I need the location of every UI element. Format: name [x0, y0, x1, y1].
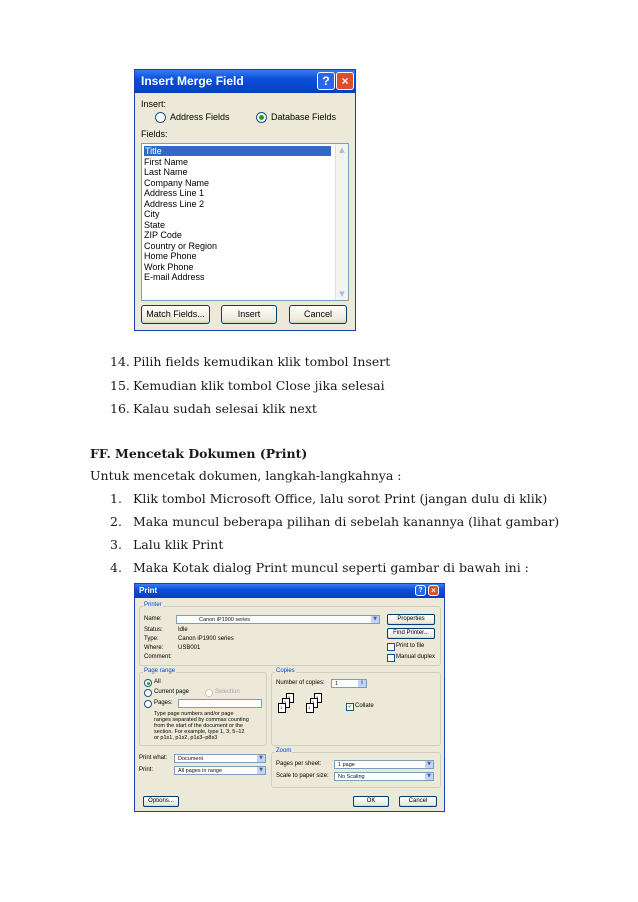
- collate-pages-icon: [276, 693, 326, 733]
- fields-label: Fields:: [141, 129, 168, 139]
- copies-spinner[interactable]: [331, 679, 367, 688]
- copies-group-label: Copies: [276, 668, 295, 674]
- range-help-line: section. For example, type 1, 3, 5–12: [154, 729, 245, 735]
- list-item[interactable]: Address Line 2: [144, 198, 205, 209]
- page-range-label: Page range: [144, 668, 176, 674]
- close-icon[interactable]: ×: [428, 585, 439, 596]
- range-selection-radio[interactable]: [205, 689, 213, 697]
- print-pages-select[interactable]: [174, 766, 266, 775]
- status-value: Idle: [178, 627, 188, 633]
- insert-label: Insert:: [141, 99, 167, 109]
- range-help-line: Type page numbers and/or page: [154, 711, 234, 717]
- copies-label: Number of copies:: [276, 680, 325, 686]
- step-text: Pilih fields kemudikan klik tombol Insert: [133, 354, 391, 369]
- list-item[interactable]: ZIP Code: [144, 230, 182, 240]
- comment-label: Comment:: [144, 654, 172, 660]
- chevron-down-icon[interactable]: ▼: [425, 761, 433, 768]
- list-item[interactable]: Title: [144, 146, 331, 156]
- copies-value: 1: [335, 681, 339, 687]
- scale-select[interactable]: [334, 772, 434, 781]
- properties-button[interactable]: Properties: [387, 614, 435, 625]
- pages-input[interactable]: [178, 699, 262, 708]
- step-num: 1.: [110, 491, 122, 506]
- page-icon: [306, 703, 314, 713]
- list-item[interactable]: Company Name: [144, 177, 210, 188]
- list-item[interactable]: State: [144, 219, 166, 230]
- print-label: Print:: [139, 767, 154, 773]
- step-text: Maka Kotak dialog Print muncul seperti gambar di bawah ini :: [133, 560, 529, 575]
- print-to-file-checkbox[interactable]: [387, 643, 395, 651]
- section-number: FF.: [90, 446, 111, 461]
- scale-value: No Scaling: [338, 774, 365, 780]
- page-icon: [278, 703, 286, 713]
- printer-group-label: Printer: [144, 602, 162, 608]
- zoom-group: [271, 752, 441, 788]
- step-num: 3.: [110, 537, 122, 552]
- database-fields-radio[interactable]: [256, 112, 267, 123]
- options-button[interactable]: Options...: [143, 796, 179, 807]
- match-fields-button[interactable]: Match Fields...: [141, 305, 210, 324]
- type-value: Canon iP1900 series: [178, 636, 234, 642]
- cancel-button[interactable]: Cancel: [289, 305, 347, 324]
- fields-scrollbar[interactable]: [335, 144, 348, 300]
- status-label: Status:: [144, 627, 163, 633]
- list-item[interactable]: Work Phone: [144, 261, 194, 272]
- address-fields-label[interactable]: Address Fields: [170, 112, 230, 122]
- range-pages-label[interactable]: Pages:: [154, 700, 173, 706]
- chevron-down-icon[interactable]: ▼: [257, 767, 265, 774]
- chevron-down-icon[interactable]: ▼: [257, 755, 265, 762]
- find-printer-button[interactable]: Find Printer...: [387, 628, 435, 639]
- print-to-file-label[interactable]: Print to file: [396, 643, 425, 649]
- page-number: 1: [308, 705, 311, 710]
- pages-per-sheet-value: 1 page: [338, 762, 355, 768]
- print-what-label: Print what:: [139, 755, 168, 761]
- step-text: Kalau sudah selesai klik next: [133, 401, 317, 416]
- chevron-down-icon[interactable]: ▼: [425, 773, 433, 780]
- zoom-group-label: Zoom: [276, 748, 292, 754]
- print-what-select[interactable]: [174, 754, 266, 763]
- dialog-title: Insert Merge Field: [141, 74, 244, 88]
- list-item[interactable]: Home Phone: [144, 251, 197, 261]
- address-fields-radio[interactable]: [155, 112, 166, 123]
- step-text: Klik tombol Microsoft Office, lalu sorot Print (jangan dulu di klik): [133, 491, 548, 506]
- list-item[interactable]: City: [144, 209, 160, 219]
- range-pages-radio[interactable]: [144, 700, 152, 708]
- step-num: 4.: [110, 560, 122, 575]
- range-current-label[interactable]: Current page: [154, 689, 190, 695]
- step-text: Lalu klik Print: [133, 537, 224, 552]
- insert-merge-field-dialog: [134, 69, 356, 331]
- pages-per-sheet-select[interactable]: [334, 760, 434, 769]
- fields-listbox[interactable]: [141, 143, 349, 301]
- pages-per-sheet-label: Pages per sheet:: [276, 761, 322, 767]
- manual-duplex-label[interactable]: Manual duplex: [396, 654, 436, 660]
- range-help-line: from the start of the document or the: [154, 723, 243, 729]
- list-item[interactable]: Last Name: [144, 167, 188, 177]
- scroll-up-icon[interactable]: ▲: [339, 146, 345, 154]
- list-item[interactable]: Address Line 1: [144, 188, 205, 198]
- database-fields-label[interactable]: Database Fields: [271, 112, 337, 122]
- step-text: Maka muncul beberapa pilihan di sebelah kanannya (lihat gambar): [133, 514, 560, 529]
- step-num: 15.: [110, 378, 130, 393]
- print-dialog: [134, 583, 445, 812]
- range-help-line: or p1s1, p1s2, p1s3–p8s3: [154, 735, 218, 741]
- list-item[interactable]: First Name: [144, 156, 189, 167]
- type-label: Type:: [144, 636, 159, 642]
- help-icon[interactable]: ?: [317, 72, 335, 90]
- step-num: 16.: [110, 401, 130, 416]
- collate-checkbox[interactable]: ✔: [347, 704, 353, 710]
- range-current-radio[interactable]: [144, 689, 152, 697]
- page-number: 1: [280, 705, 283, 710]
- name-label: Name:: [144, 616, 162, 622]
- ok-button[interactable]: OK: [353, 796, 389, 807]
- step-num: 2.: [110, 514, 122, 529]
- dialog-title-bar[interactable]: [135, 70, 355, 93]
- close-icon[interactable]: ×: [336, 72, 354, 90]
- section-intro: Untuk mencetak dokumen, langkah-langkahnya :: [90, 468, 402, 483]
- chevron-down-icon[interactable]: ▼: [371, 616, 379, 623]
- dialog-title: Print: [139, 586, 158, 595]
- printer-name-value: Canon iP1900 series: [199, 617, 251, 623]
- print-pages-value: All pages in range: [178, 768, 223, 774]
- manual-duplex-checkbox[interactable]: [387, 654, 395, 662]
- help-icon[interactable]: ?: [415, 585, 426, 596]
- scroll-down-icon[interactable]: ▼: [339, 290, 345, 298]
- range-all-radio[interactable]: [144, 679, 152, 687]
- where-label: Where:: [144, 645, 164, 651]
- section-title: Mencetak Dokumen (Print): [115, 446, 308, 461]
- printer-name-select[interactable]: [176, 615, 380, 624]
- step-text: Kemudian klik tombol Close jika selesai: [133, 378, 385, 393]
- list-item[interactable]: E-mail Address: [144, 272, 205, 282]
- dialog-title-bar[interactable]: [135, 584, 444, 598]
- collate-label[interactable]: Collate: [355, 703, 374, 709]
- scale-label: Scale to paper size:: [276, 773, 329, 779]
- insert-button[interactable]: Insert: [221, 305, 277, 324]
- range-selection-label[interactable]: Selection: [215, 689, 240, 695]
- where-value: USB001: [178, 645, 201, 651]
- cancel-button[interactable]: Cancel: [399, 796, 437, 807]
- step-num: 14.: [110, 354, 130, 369]
- range-help-line: ranges separated by commas counting: [154, 717, 249, 723]
- list-item[interactable]: Country or Region: [144, 240, 218, 251]
- range-all-label[interactable]: All: [154, 679, 161, 685]
- spinner-icon[interactable]: ⇕: [359, 680, 365, 686]
- print-what-value: Document: [178, 756, 204, 762]
